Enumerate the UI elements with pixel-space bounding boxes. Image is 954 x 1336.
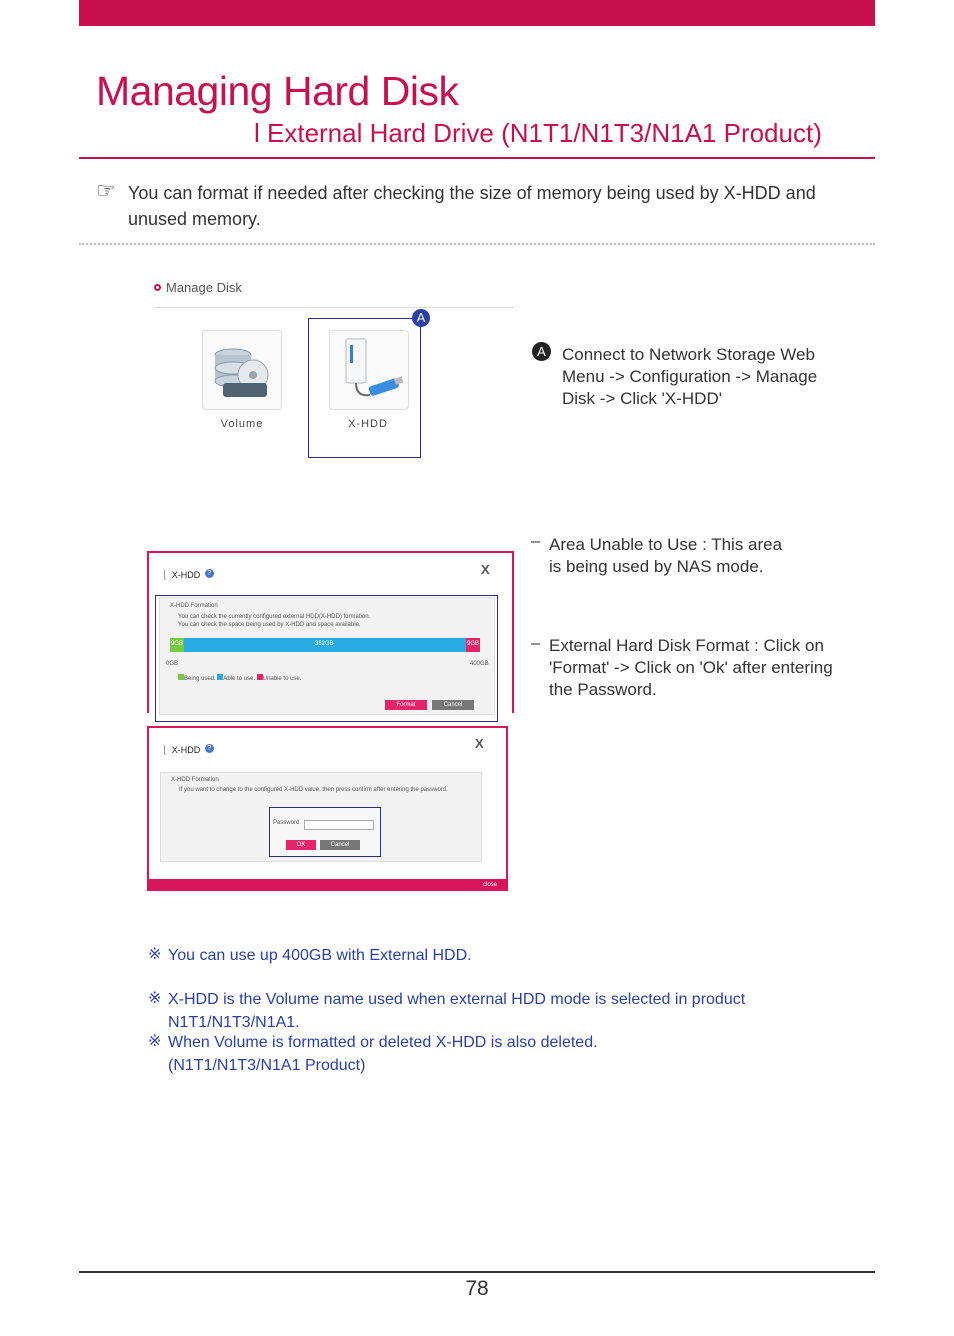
- info-line-1: You can check the currently configured external HDD(X-HDD) formation.: [178, 614, 371, 620]
- dash-marker: –: [531, 533, 540, 550]
- axis-min: 0GB: [166, 661, 179, 667]
- step-a-text: Connect to Network Storage Web Menu -> Configuration -> Manage Disk -> Click 'X-HDD': [562, 345, 818, 408]
- top-banner: [79, 0, 875, 26]
- help-icon[interactable]: ?: [205, 569, 214, 578]
- info-line-1: If you want to change to the configured X-HDD value, then press confirm after entering the password.: [179, 787, 448, 793]
- x-hdd-tile-label: X-HDD: [348, 418, 388, 430]
- cancel-button[interactable]: Cancel: [432, 700, 474, 710]
- volume-icon: [203, 331, 281, 409]
- footnote-3: When Volume is formatted or deleted X-HDD is also deleted. (N1T1/N1T3/N1A1 Product): [168, 1034, 598, 1074]
- legend-unable: Unable to use.: [262, 676, 302, 682]
- x-hdd-password-dialog: [147, 726, 508, 891]
- ok-button[interactable]: OK: [286, 840, 316, 850]
- section-subtitle: l External Hard Drive (N1T1/N1T3/N1A1 Product): [254, 118, 822, 148]
- marker-a-badge: A: [412, 309, 430, 327]
- legend-able: Able to use.: [223, 676, 256, 682]
- close-button[interactable]: X: [475, 736, 484, 751]
- password-label: Password: [273, 820, 300, 826]
- volume-tile-label: Volume: [220, 418, 264, 430]
- dialog-header: [163, 565, 214, 583]
- available-label: 382GB: [315, 641, 334, 647]
- close-button[interactable]: X: [481, 562, 490, 577]
- footnote-mark: ※: [148, 990, 162, 1007]
- password-input[interactable]: [304, 820, 374, 830]
- cancel-button[interactable]: Cancel: [320, 840, 360, 850]
- help-icon[interactable]: ?: [205, 744, 214, 753]
- page-number: 78: [465, 1277, 489, 1300]
- footnote-1: You can use up 400GB with External HDD.: [168, 947, 472, 964]
- bullet-icon: [154, 284, 161, 291]
- format-steps-text: External Hard Disk Format : Click on 'Format' -> Click on 'Ok' after entering the Password.: [549, 636, 833, 699]
- pointing-hand-icon: ☞: [96, 178, 116, 203]
- used-label: 9GB: [171, 641, 184, 647]
- dialog-title: X-HDD: [171, 745, 201, 755]
- password-panel: [160, 772, 482, 862]
- manage-disk-divider: [154, 307, 514, 308]
- footer-divider: [79, 1271, 875, 1273]
- disk-icon: ⌊: [163, 569, 168, 581]
- close-link[interactable]: close: [483, 882, 498, 888]
- info-line-2: You can check the space being used by X-HDD and space available.: [178, 622, 361, 628]
- dialog-header: [163, 740, 214, 758]
- x-hdd-selection-highlight: [308, 318, 421, 458]
- password-box: [269, 807, 381, 857]
- manage-disk-header: [154, 280, 242, 295]
- step-a-badge: A: [532, 342, 551, 361]
- intro-note: You can format if needed after checking the size of memory being used by X-HDD and unused memory.: [128, 183, 816, 229]
- page-title: Managing Hard Disk: [96, 68, 459, 114]
- area-unable-text: Area Unable to Use : This area is being used by NAS mode.: [549, 535, 783, 576]
- legend-used: Being used.: [184, 676, 216, 682]
- header-divider: [79, 157, 875, 159]
- section-title: X-HDD Formation: [171, 777, 219, 783]
- axis-max: 400GB: [470, 661, 489, 667]
- footnote-mark: ※: [148, 1033, 162, 1050]
- volume-tile[interactable]: [202, 330, 282, 410]
- unable-label: 9GB: [467, 641, 480, 647]
- section-title: X-HDD Formation: [170, 603, 218, 609]
- dash-marker: –: [531, 635, 540, 652]
- footnote-mark: ※: [148, 946, 162, 963]
- disk-icon: ⌊: [163, 744, 168, 756]
- footnote-2: X-HDD is the Volume name used when external HDD mode is selected in product N1T1/N1T3/N1A1.: [168, 991, 746, 1031]
- manage-disk-header-label: Manage Disk: [166, 280, 242, 295]
- dialog-title: X-HDD: [171, 570, 201, 580]
- formation-highlight: [155, 595, 498, 722]
- dotted-divider: [79, 243, 875, 245]
- format-button[interactable]: Format: [385, 700, 427, 710]
